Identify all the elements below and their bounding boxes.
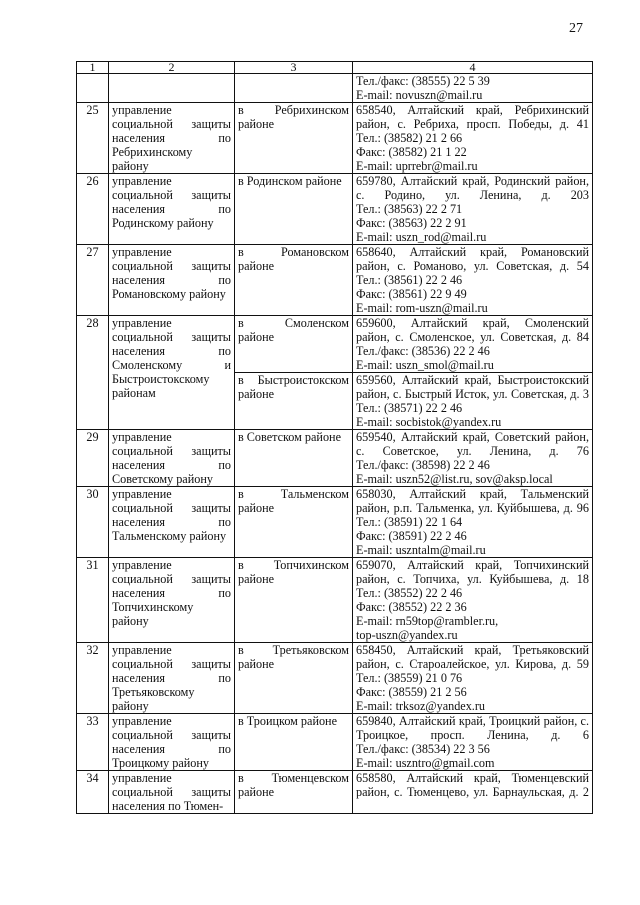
table-row	[77, 558, 593, 643]
phone-fax: Тел./факс: (38555) 22 5 39	[356, 74, 490, 88]
row-number-cell: 33	[77, 714, 109, 771]
table-row	[77, 74, 593, 103]
address: 658450, Алтайский край, Третьяковский район, с. Староалейское, ул. Кирова, д. 59	[356, 643, 589, 671]
agency-cell: управление социальной защиты населения по Третьяковскому району	[109, 643, 235, 714]
table-row	[77, 174, 593, 245]
phone: Тел.: (38559) 21 0 76	[356, 671, 463, 685]
email: E-mail: uszn_rod@mail.ru	[356, 230, 487, 244]
district-offices-table	[76, 61, 593, 814]
row-number-cell: 29	[77, 430, 109, 487]
row-number-cell: 30	[77, 487, 109, 558]
email: E-mail: uszntro@gmail.com	[356, 756, 495, 770]
fax: Факс: (38561) 22 9 49	[356, 287, 467, 301]
district-cell: в Быстроистокском районе	[235, 373, 353, 430]
address: 659780, Алтайский край, Родинский район, с. Родино, ул. Ленина, д. 203	[356, 174, 589, 202]
agency-cell: управление социальной защиты населения по Тальменскому району	[109, 487, 235, 558]
contact-cell	[353, 245, 593, 316]
contact-cell	[353, 373, 593, 430]
phone: Тел.: (38591) 22 1 64	[356, 515, 463, 529]
contact-cell	[353, 643, 593, 714]
agency-cell: управление социальной защиты населения по Романовскому району	[109, 245, 235, 316]
address: 659070, Алтайский край, Топчихинский район, с. Топчиха, ул. Куйбышева, д. 18	[356, 558, 589, 586]
district-cell: в Романовском районе	[235, 245, 353, 316]
email: E-mail: novuszn@mail.ru	[356, 88, 483, 102]
contact-cell	[353, 316, 593, 373]
district-cell: в Тальменском районе	[235, 487, 353, 558]
email: E-mail: uszn52@list.ru, sov@aksp.local	[356, 472, 553, 486]
address: 658030, Алтайский край, Тальменский район, р.п. Тальменка, ул. Куйбышева, д. 96	[356, 487, 589, 515]
row-number-cell: 27	[77, 245, 109, 316]
row-number-cell: 26	[77, 174, 109, 245]
table-row	[77, 316, 593, 373]
row-number-cell: 25	[77, 103, 109, 174]
agency-cell: управление социальной защиты населения по Троицкому району	[109, 714, 235, 771]
agency-cell: управление социальной защиты населения по Топчихинскому району	[109, 558, 235, 643]
contact-cell	[353, 430, 593, 487]
column-number: 3	[235, 62, 353, 74]
table-row	[77, 643, 593, 714]
contact-cell	[353, 771, 593, 814]
table-row	[77, 103, 593, 174]
email: E-mail: socbistok@yandex.ru	[356, 415, 502, 429]
contact-cell	[353, 174, 593, 245]
row-number-cell	[77, 74, 109, 103]
column-number: 4	[353, 62, 593, 74]
district-cell: в Ребрихинском районе	[235, 103, 353, 174]
agency-cell: управление социальной защиты населения по Смоленскому и Быстроистокскому районам	[109, 316, 235, 430]
agency-cell	[109, 74, 235, 103]
fax: Факс: (38563) 22 2 91	[356, 216, 467, 230]
phone: Тел.: (38563) 22 2 71	[356, 202, 463, 216]
district-cell: в Троицком районе	[235, 714, 353, 771]
agency-cell: управление социальной защиты населения по Ребрихинскому району	[109, 103, 235, 174]
row-number-cell: 34	[77, 771, 109, 814]
column-number: 2	[109, 62, 235, 74]
phone: Тел.: (38571) 22 2 46	[356, 401, 463, 415]
address: 658640, Алтайский край, Романовский район, с. Романово, ул. Советская, д. 54	[356, 245, 589, 273]
email: E-mail: uszntalm@mail.ru	[356, 543, 486, 557]
row-number-cell: 32	[77, 643, 109, 714]
district-cell: в Тюменцевском районе	[235, 771, 353, 814]
contact-cell	[353, 714, 593, 771]
phone: Тел.: (38552) 22 2 46	[356, 586, 463, 600]
fax: Факс: (38552) 22 2 36	[356, 600, 467, 614]
table-row	[77, 430, 593, 487]
address: 659560, Алтайский край, Быстроистокский район, с. Быстрый Исток, ул. Советская, д. 3	[356, 373, 589, 401]
phone-fax: Тел./факс: (38536) 22 2 46	[356, 344, 490, 358]
address: 659540, Алтайский край, Советский район, с. Советское, ул. Ленина, д. 76	[356, 430, 589, 458]
column-number-row	[77, 62, 593, 74]
district-cell: в Топчихинском районе	[235, 558, 353, 643]
email: E-mail: rom-uszn@mail.ru	[356, 301, 488, 315]
table-row	[77, 245, 593, 316]
district-cell: в Смоленском районе	[235, 316, 353, 373]
table-row	[77, 714, 593, 771]
address: 659600, Алтайский край, Смоленский район, с. Смоленское, ул. Советская, д. 84	[356, 316, 589, 344]
row-number-cell: 31	[77, 558, 109, 643]
district-cell: в Родинском районе	[235, 174, 353, 245]
email: E-mail: rn59top@rambler.ru,	[356, 614, 499, 628]
email: E-mail: trksoz@yandex.ru	[356, 699, 485, 713]
table-row	[77, 487, 593, 558]
row-number-cell: 28	[77, 316, 109, 430]
column-number: 1	[77, 62, 109, 74]
fax: Факс: (38582) 21 1 22	[356, 145, 467, 159]
address: 659840, Алтайский край, Троицкий район, с. Троицкое, просп. Ленина, д. 6	[356, 714, 589, 742]
address: 658540, Алтайский край, Ребрихинский район, с. Ребриха, просп. Победы, д. 41	[356, 103, 589, 131]
phone-fax: Тел./факс: (38598) 22 2 46	[356, 458, 490, 472]
table-row	[77, 771, 593, 814]
email: E-mail: uprrebr@mail.ru	[356, 159, 478, 173]
agency-cell: управление социальной защиты населения по Родинскому району	[109, 174, 235, 245]
fax: Факс: (38559) 21 2 56	[356, 685, 467, 699]
phone: Тел.: (38582) 21 2 66	[356, 131, 463, 145]
agency-cell: управление социальной защиты населения по Советскому району	[109, 430, 235, 487]
contact-cell	[353, 487, 593, 558]
agency-cell: управление социальной защиты населения по Тюмен-	[109, 771, 235, 814]
district-cell: в Третьяковском районе	[235, 643, 353, 714]
email: top-uszn@yandex.ru	[356, 628, 458, 642]
email: E-mail: uszn_smol@mail.ru	[356, 358, 494, 372]
contact-cell	[353, 74, 593, 103]
phone-fax: Тел./факс: (38534) 22 3 56	[356, 742, 490, 756]
phone: Тел.: (38561) 22 2 46	[356, 273, 463, 287]
contact-cell	[353, 103, 593, 174]
district-cell: в Советском районе	[235, 430, 353, 487]
address: 658580, Алтайский край, Тюменцевский район, с. Тюменцево, ул. Барнаульская, д. 2	[356, 771, 589, 799]
page-number: 27	[569, 21, 583, 36]
district-cell	[235, 74, 353, 103]
fax: Факс: (38591) 22 2 46	[356, 529, 467, 543]
contact-cell	[353, 558, 593, 643]
